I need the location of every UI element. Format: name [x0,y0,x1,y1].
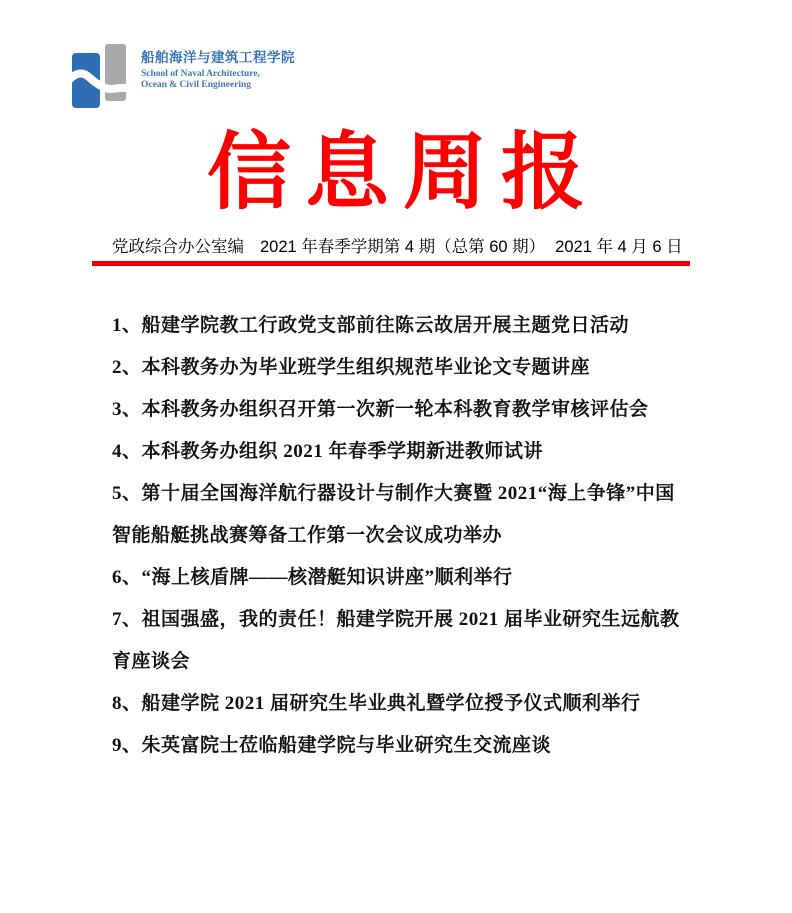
red-rule [92,261,690,266]
school-logo-icon [72,44,130,110]
news-item-6: 6、“海上核盾牌——核潜艇知识讲座”顺利举行 [112,567,513,588]
news-item-5: 5、第十届全国海洋航行器设计与制作大赛暨 2021“海上争锋”中国智能船艇挑战赛筹备工作第一次会议成功举办 [112,483,675,546]
school-logo [72,44,295,110]
news-item-1: 1、船建学院教工行政党支部前往陈云故居开展主题党日活动 [112,315,630,336]
masthead-date: 2021 年 4 月 6 日 [555,238,683,256]
news-item-9: 9、朱英富院士莅临船建学院与毕业研究生交流座谈 [112,735,552,756]
news-item-4: 4、本科教务办组织 2021 年春季学期新进教师试讲 [112,441,544,462]
masthead-line [92,233,690,257]
news-item-7: 7、祖国强盛，我的责任！船建学院开展 2021 届毕业研究生远航教育座谈会 [112,609,680,672]
school-name-en [141,69,295,91]
school-name-cn: 船舶海洋与建筑工程学院 [141,50,295,65]
masthead-issue: 2021 年春季学期第 4 期（总第 60 期） [260,238,546,256]
school-name-en-line2: Ocean & Civil Engineering [141,80,252,91]
newsletter-title: 信息周报 [206,127,599,220]
news-item-3: 3、本科教务办组织召开第一次新一轮本科教育教学审核评估会 [112,399,649,420]
masthead [92,233,690,266]
masthead-editor: 党政综合办公室编 [112,238,244,256]
news-item-8: 8、船建学院 2021 届研究生毕业典礼暨学位授予仪式顺利举行 [112,693,641,714]
news-list [112,305,692,767]
school-logo-text [141,44,295,91]
news-item-2: 2、本科教务办为毕业班学生组织规范毕业论文专题讲座 [112,357,591,378]
school-name-en-line1: School of Naval Architecture, [141,68,260,79]
